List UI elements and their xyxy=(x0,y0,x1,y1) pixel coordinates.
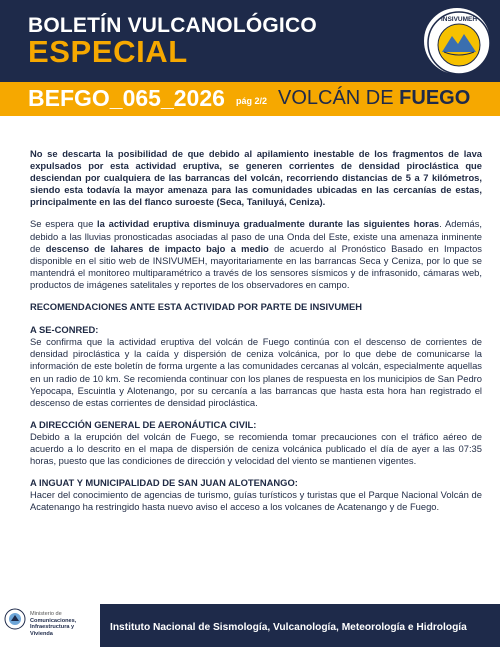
ministry-line-3: Vivienda xyxy=(30,630,53,637)
ministry-line-2: Infraestructura y xyxy=(30,624,75,631)
recommendations-heading: RECOMENDACIONES ANTE ESTA ACTIVIDAD POR PARTE DE INSIVUMEH xyxy=(30,301,362,313)
institute-name: Instituto Nacional de Sismología, Vulcanología, Meteorología e Hidrología xyxy=(110,622,467,633)
forecast-highlight-1: la actividad eruptiva disminuya gradualmente durante las siguientes horas xyxy=(97,218,440,230)
section-inguat-title: A INGUAT Y MUNICIPALIDAD DE SAN JUAN ALOTENANGO: xyxy=(30,477,298,489)
guatemala-seal-icon xyxy=(4,608,26,630)
forecast-text-1: Se espera que xyxy=(30,218,98,230)
volcano-title xyxy=(278,87,470,110)
ministry-prefix: Ministerio de xyxy=(30,611,62,617)
section-aeronautica-body: Debido a la erupción del volcán de Fuego, se recomienda tomar precauciones con el tráfico aéreo de acuerdo a lo descrito en el mapa de dispersión de ceniza volcánica publicado el día de ayer a las 07:35 horas, puesto que las condiciones de dirección y velocidad del viento se mantienen vigentes. xyxy=(30,430,482,467)
insivumeh-logo xyxy=(422,6,492,76)
paragraph-forecast xyxy=(30,218,482,291)
ministry-name xyxy=(30,611,76,637)
bulletin-code: BEFGO_065_2026 xyxy=(28,85,225,111)
header-banner xyxy=(0,0,500,82)
ministry-line-1: Comunicaciones, xyxy=(30,617,77,624)
insivumeh-seal-icon xyxy=(424,8,494,78)
bulletin-body xyxy=(30,148,482,523)
forecast-highlight-2: descenso de lahares de impacto bajo a medio xyxy=(45,242,269,254)
ministry-logo xyxy=(0,604,100,647)
forecast-text-3: de acuerdo al Pronóstico Basado en Impactos disponible en el sitio web de INSIVUMEH, mayoritariamente en las barrancas Seca y Ceniza, por lo que se mantendrá el monitoreo multiparamétrico a través de los sensores sísmicos y de infrasonido, cámaras web, productos de imágenes satelitales y reportes de los observadores en campo. xyxy=(30,242,482,290)
section-inguat-body: Hacer del conocimiento de agencias de turismo, guías turísticos y turistas que el Parque Nacional Volcán de Acatenango ha restringido hasta nuevo aviso el acceso a los volcanes de Acatenango y de Fuego. xyxy=(30,489,482,513)
section-conred-body: Se confirma que la actividad eruptiva del volcán de Fuego continúa con el descenso de corrientes de densidad piroclástica y la caída y dispersión de ceniza volcánica, por lo que debe de comunicarse la información de este boletín de forma urgente a las comunidades cercanas al volcán, especialmente aquellas en un radio de 10 km. Se recomienda continuar con los planes de respuesta en los municipios de San Pedro Yepocapa, Escuintla y Alotenango, por su cercanía a las barrancas que hasta esta hora han registrado el descenso de estas corrientes de densidad piroclástica. xyxy=(30,336,482,408)
forecast-text-2: . Además, debido a las lluvias pronosticadas asociadas al paso de una Onda del Este, existe una amenaza inminente de xyxy=(30,218,482,254)
section-conred-title: A SE-CONRED: xyxy=(30,324,99,336)
volcano-name: FUEGO xyxy=(399,87,471,109)
paragraph-threat: No se descarta la posibilidad de que debido al apilamiento inestable de los fragmentos de lava expulsados por esta actividad eruptiva, se generen corrientes de densidad piroclástica que desciendan por cualquiera de las barrancas del volcán, recorriendo distancias de 5 a 7 kilómetros, siendo esta todavía la mayor amenaza para las comunidades ubicadas en las cercanías de estas, principalmente en las del flanco suroeste (Seca, Taniluyá, Ceniza). xyxy=(30,148,482,208)
logo-lettering: INSIVUMEH xyxy=(440,16,478,23)
footer-banner xyxy=(100,604,500,647)
bulletin-subtitle: ESPECIAL xyxy=(28,34,188,69)
volcano-prefix: VOLCÁN DE xyxy=(278,87,400,109)
section-aeronautica-title: A DIRECCIÓN GENERAL DE AERONÁUTICA CIVIL: xyxy=(30,418,257,430)
bulletin-code-bar xyxy=(0,82,500,116)
bulletin-title: BOLETÍN VULCANOLÓGICO xyxy=(28,14,317,37)
page-indicator: pág 2/2 xyxy=(236,96,268,106)
